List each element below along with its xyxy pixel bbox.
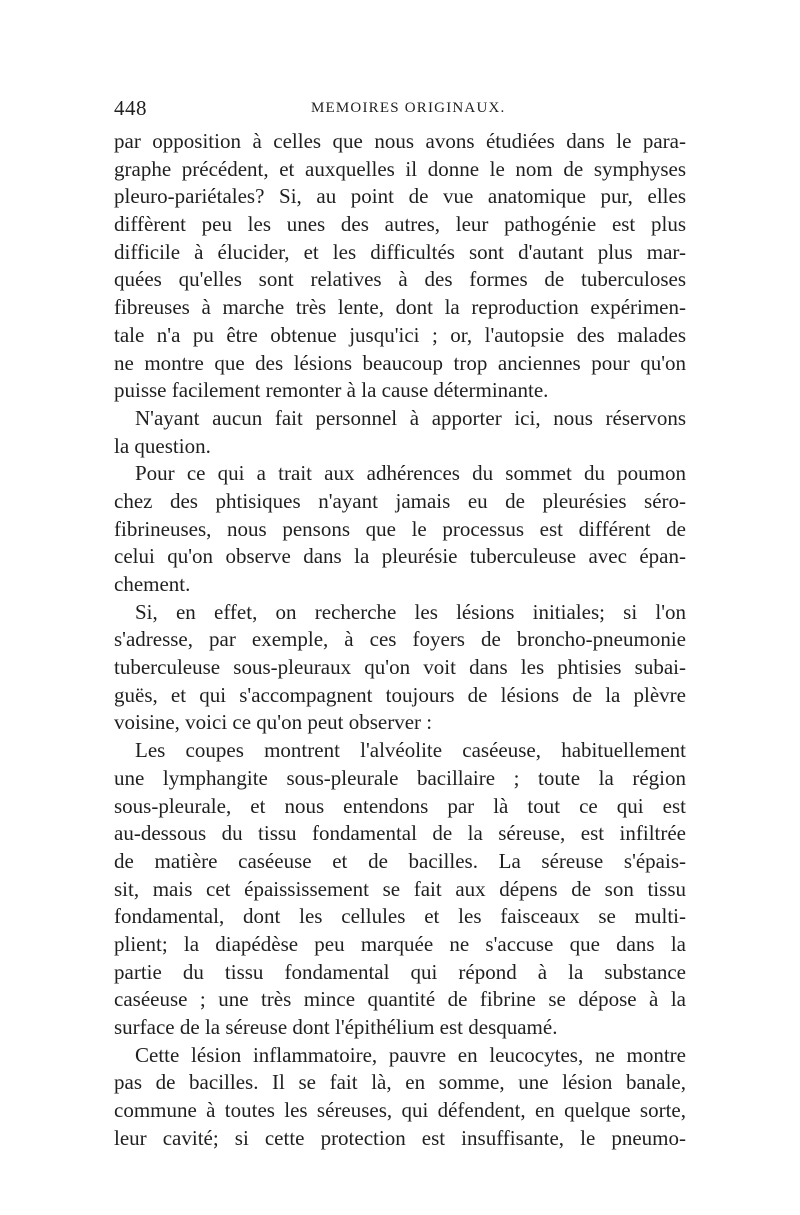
text-line: chement.: [114, 572, 191, 596]
text-line: s'adresse, par exemple, à ces foyers de broncho-pneumonie: [114, 627, 686, 652]
text-line: N'ayant aucun fait personnel à apporter ici, nous réservons: [135, 405, 686, 430]
text-line: sit, mais cet épaississement se fait aux dépens de son tissu: [114, 876, 686, 901]
page-header: [114, 96, 686, 120]
text-line: commune à toutes les séreuses, qui défendent, en quelque sorte,: [114, 1098, 686, 1123]
text-line: leur cavité; si cette protection est insuffisante, le pneumo-: [114, 1125, 686, 1150]
text-line: difficile à élucider, et les difficultés sont d'autant plus mar-: [114, 239, 686, 264]
text-line: au-dessous du tissu fondamental de la séreuse, est infiltrée: [114, 821, 686, 846]
text-line: quées qu'elles sont relatives à des formes de tuberculoses: [114, 267, 686, 292]
text-line: sous-pleurale, et nous entendons par là tout ce qui est: [114, 793, 686, 818]
text-line: Cette lésion inflammatoire, pauvre en leucocytes, ne montre: [135, 1042, 686, 1067]
text-line: chez des phtisiques n'ayant jamais eu de pleurésies séro-: [114, 488, 686, 513]
running-title: MEMOIRES ORIGINAUX.: [311, 100, 506, 116]
text-line: pleuro-pariétales? Si, au point de vue anatomique pur, elles: [114, 184, 686, 209]
page-number: 448: [114, 96, 147, 120]
text-line: ne montre que des lésions beaucoup trop anciennes pour qu'on: [114, 350, 686, 375]
text-line: fibrineuses, nous pensons que le processus est différent de: [114, 516, 686, 541]
text-line: pas de bacilles. Il se fait là, en somme, une lésion banale,: [114, 1070, 686, 1095]
text-line: Si, en effet, on recherche les lésions initiales; si l'on: [135, 599, 686, 624]
text-line: guës, et qui s'accompagnent toujours de lésions de la plèvre: [114, 682, 686, 707]
text-line: Les coupes montrent l'alvéolite caséeuse, habituellement: [135, 738, 686, 763]
text-line: caséeuse ; une très mince quantité de fibrine se dépose à la: [114, 987, 686, 1012]
text-line: puisse facilement remonter à la cause déterminante.: [114, 378, 549, 403]
text-line: tale n'a pu être obtenue jusqu'ici ; or, l'autopsie des malades: [114, 322, 686, 347]
text-line: tuberculeuse sous-pleuraux qu'on voit dans les phtisies subai-: [114, 655, 686, 680]
text-line: graphe précédent, et auxquelles il donne le nom de symphyses: [114, 156, 686, 181]
text-line: la question.: [114, 433, 211, 458]
text-line: diffèrent peu les unes des autres, leur pathogénie est plus: [114, 212, 686, 237]
body-text: [114, 128, 686, 1152]
text-line: partie du tissu fondamental qui répond à la substance: [114, 959, 686, 984]
text-line: fibreuses à marche très lente, dont la reproduction expérimen-: [114, 295, 686, 320]
text-line: par opposition à celles que nous avons étudiées dans le para-: [114, 129, 686, 153]
text-line: une lymphangite sous-pleurale bacillaire ; toute la région: [114, 765, 686, 790]
text-line: Pour ce qui a trait aux adhérences du sommet du poumon: [135, 461, 686, 486]
text-line: voisine, voici ce qu'on peut observer :: [114, 710, 433, 735]
text-line: fondamental, dont les cellules et les faisceaux se multi-: [114, 904, 686, 929]
text-line: surface de la séreuse dont l'épithélium est desquamé.: [114, 1015, 558, 1039]
text-line: plient; la diapédèse peu marquée ne s'accuse que dans la: [114, 931, 686, 956]
text-line: celui qu'on observe dans la pleurésie tuberculeuse avec épan-: [114, 544, 686, 569]
text-line: de matière caséeuse et de bacilles. La séreuse s'épais-: [114, 848, 686, 873]
